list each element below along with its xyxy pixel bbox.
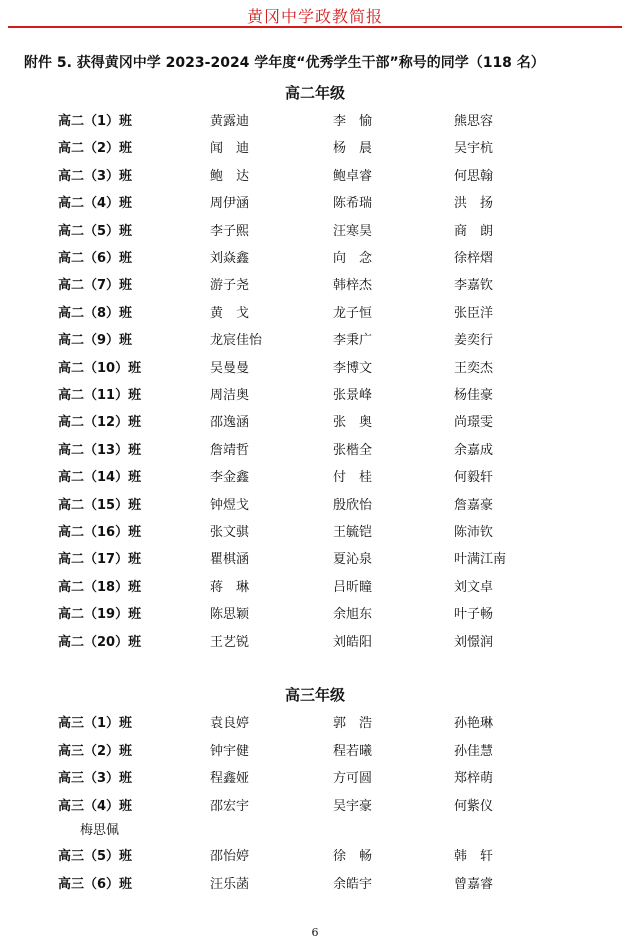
class-label: 高三（1）班 xyxy=(58,716,133,731)
class-row xyxy=(0,110,630,132)
class-label: 高二（20）班 xyxy=(58,634,142,650)
student-name: 程若曦 xyxy=(333,743,373,759)
class-row xyxy=(0,357,630,379)
class-row xyxy=(0,631,630,653)
class-label: 高三（6）班 xyxy=(58,877,133,892)
class-label: 高三（3）班 xyxy=(58,771,133,787)
class-label: 高二（19）班 xyxy=(58,607,142,623)
student-name: 吴宇杭 xyxy=(454,141,494,157)
student-name: 邵逸涵 xyxy=(210,415,250,431)
student-name: 李秉广 xyxy=(333,333,373,349)
student-name: 何毅轩 xyxy=(454,470,494,486)
class-label: 高二（4）班 xyxy=(58,196,133,212)
student-name: 汪乐菡 xyxy=(210,877,250,892)
student-name: 郭 浩 xyxy=(333,716,373,731)
student-name: 夏沁泉 xyxy=(333,552,373,568)
class-row xyxy=(0,329,630,351)
class-row xyxy=(0,220,630,242)
class-row xyxy=(0,411,630,433)
header-title: 黄冈中学政教简报 xyxy=(246,7,383,26)
class-label: 高二（16）班 xyxy=(58,525,142,540)
student-name: 李 愉 xyxy=(333,114,373,129)
student-name: 吴曼曼 xyxy=(210,360,250,376)
student-name: 吕昕瞳 xyxy=(333,579,373,595)
student-name: 陈希瑞 xyxy=(333,196,373,212)
class-row xyxy=(0,192,630,214)
attachment-title: 附件 5. 获得黄冈中学 2023-2024 学年度“优秀学生干部”称号的同学（118 名） xyxy=(24,55,545,71)
student-name: 叶满江南 xyxy=(454,552,507,568)
student-name: 徐梓熠 xyxy=(454,251,494,266)
class-label: 高二（6）班 xyxy=(58,251,133,266)
student-name: 汪寒昊 xyxy=(333,223,373,239)
student-name: 游子尧 xyxy=(210,278,250,294)
student-name: 詹靖哲 xyxy=(210,442,250,458)
class-row xyxy=(0,494,630,516)
student-name: 张楷全 xyxy=(333,442,373,458)
student-name: 黄 戈 xyxy=(210,305,250,321)
student-name: 余嘉成 xyxy=(454,442,494,458)
class-row xyxy=(0,712,630,734)
student-name: 程鑫娅 xyxy=(210,771,250,787)
class-row xyxy=(0,165,630,187)
student-name: 詹嘉豪 xyxy=(454,497,494,513)
student-name: 王毓铠 xyxy=(333,525,373,540)
class-label: 高二（2）班 xyxy=(58,141,133,157)
student-name: 瞿棋涵 xyxy=(210,552,250,568)
student-name: 梅思佩 xyxy=(80,823,120,839)
student-name: 方可圆 xyxy=(333,771,373,787)
header-divider xyxy=(8,26,622,28)
student-name: 商 朗 xyxy=(454,223,494,239)
class-row xyxy=(0,439,630,461)
student-name: 余皓宇 xyxy=(333,877,373,892)
student-name: 向 念 xyxy=(333,251,373,266)
class-row xyxy=(0,384,630,406)
student-name: 刘焱鑫 xyxy=(210,251,250,266)
student-name: 钟煜戈 xyxy=(210,497,250,513)
class-row xyxy=(0,521,630,543)
student-name: 熊思容 xyxy=(454,114,494,129)
student-name: 何紫仪 xyxy=(454,798,494,814)
student-name: 李金鑫 xyxy=(210,470,250,486)
student-name: 殷欣怡 xyxy=(333,497,373,513)
class-label: 高二（13）班 xyxy=(58,442,142,458)
student-name: 尚璟雯 xyxy=(454,415,494,431)
class-row xyxy=(0,576,630,598)
class-label: 高二（1）班 xyxy=(58,114,133,129)
student-name: 吴宇豪 xyxy=(333,798,373,814)
student-name: 鲍 达 xyxy=(210,168,250,184)
class-label: 高二（18）班 xyxy=(58,579,142,595)
class-label: 高二（9）班 xyxy=(58,333,133,349)
student-name: 叶子畅 xyxy=(454,607,494,623)
class-label: 高三（5）班 xyxy=(58,849,133,865)
student-name: 张 奥 xyxy=(333,415,373,431)
student-name: 张文骐 xyxy=(210,525,250,540)
student-name: 袁良婷 xyxy=(210,716,250,731)
student-name: 邵怡婷 xyxy=(210,849,250,865)
student-name: 蒋 琳 xyxy=(210,579,250,595)
student-name: 余旭东 xyxy=(333,607,373,623)
page-number: 6 xyxy=(311,926,319,939)
student-name: 曾嘉睿 xyxy=(454,877,494,892)
class-label: 高二（3）班 xyxy=(58,168,133,184)
grade3-title: 高三年级 xyxy=(284,686,345,704)
class-row xyxy=(0,873,630,895)
student-name: 何思翰 xyxy=(454,168,494,184)
class-label: 高三（2）班 xyxy=(58,743,133,759)
class-row xyxy=(0,137,630,159)
student-name: 龙子恒 xyxy=(333,305,373,321)
student-name: 刘皓阳 xyxy=(333,634,373,650)
student-name: 周洁奥 xyxy=(210,388,250,403)
grade2-title: 高二年级 xyxy=(284,84,345,102)
student-name: 徐 畅 xyxy=(333,849,373,865)
student-name: 韩梓杰 xyxy=(333,278,373,294)
class-label: 高二（11）班 xyxy=(58,388,142,403)
student-name: 韩 轩 xyxy=(454,849,494,865)
student-name: 郑梓萌 xyxy=(454,771,494,787)
student-name: 王奕杰 xyxy=(454,360,494,376)
student-name: 王艺锐 xyxy=(210,634,250,650)
student-name: 周伊涵 xyxy=(210,196,250,212)
student-name: 付 桂 xyxy=(333,470,373,486)
class-label: 高二（5）班 xyxy=(58,223,133,239)
student-name: 李嘉钦 xyxy=(454,278,494,294)
student-name: 姜奕行 xyxy=(454,333,494,349)
class-label: 高三（4）班 xyxy=(58,798,133,814)
class-row xyxy=(0,767,630,789)
class-row xyxy=(0,548,630,570)
student-name: 杨佳豪 xyxy=(454,388,494,403)
student-name: 刘文卓 xyxy=(454,579,494,595)
student-name: 闻 迪 xyxy=(210,141,250,157)
student-name: 邵宏宇 xyxy=(210,798,250,814)
student-name: 刘憬润 xyxy=(454,634,494,650)
class-label: 高二（10）班 xyxy=(58,360,142,376)
class-row xyxy=(0,845,630,867)
student-name: 李博文 xyxy=(333,360,373,376)
class-row xyxy=(0,466,630,488)
class-label: 高二（12）班 xyxy=(58,415,142,431)
class-row xyxy=(0,274,630,296)
class-label: 高二（15）班 xyxy=(58,497,142,513)
class-label: 高二（7）班 xyxy=(58,278,133,294)
student-name: 鲍卓睿 xyxy=(333,168,373,184)
class-label: 高二（17）班 xyxy=(58,552,142,568)
student-name: 陈沛钦 xyxy=(454,525,494,540)
class-row xyxy=(0,302,630,324)
class-row xyxy=(0,603,630,625)
student-name: 张景峰 xyxy=(333,388,373,403)
student-name: 孙艳琳 xyxy=(454,716,494,731)
student-name: 洪 扬 xyxy=(454,196,494,212)
student-name: 孙佳慧 xyxy=(454,743,494,759)
class-row xyxy=(0,247,630,269)
student-name: 黄露迪 xyxy=(210,114,250,129)
student-name: 钟宇健 xyxy=(210,743,250,759)
student-name: 陈思颖 xyxy=(210,607,250,623)
student-name: 杨 晨 xyxy=(333,141,373,157)
class-row xyxy=(0,740,630,762)
class-label: 高二（14）班 xyxy=(58,470,142,486)
student-name: 张臣洋 xyxy=(454,305,494,321)
student-name: 龙宸佳怡 xyxy=(210,333,263,349)
student-name: 李子熙 xyxy=(210,223,250,239)
class-row xyxy=(0,795,630,817)
class-label: 高二（8）班 xyxy=(58,305,133,321)
